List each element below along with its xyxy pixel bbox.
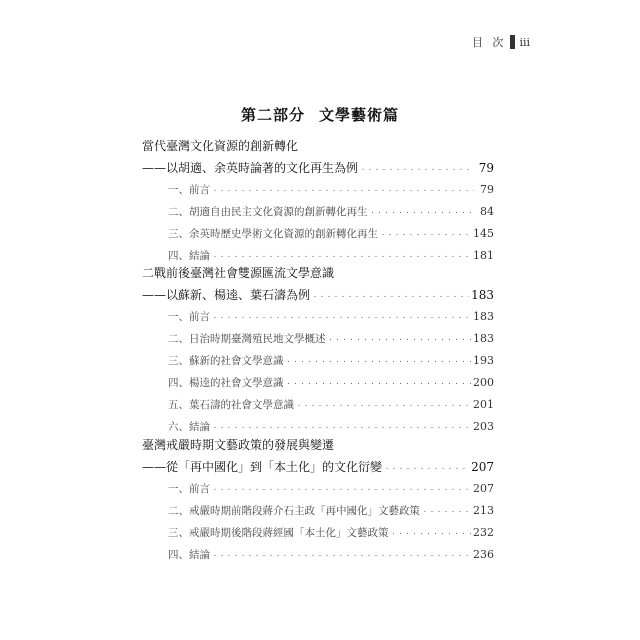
part-title-number: 第二部分: [240, 106, 305, 124]
toc-section: [142, 135, 494, 267]
page-number: 79: [480, 183, 494, 196]
section-title: 當代臺灣文化資源的創新轉化: [142, 139, 299, 153]
entry-text: 六、結論: [168, 421, 210, 433]
entry-text: 四、楊逵的社會文學意識: [168, 377, 284, 389]
toc-entry[interactable]: [142, 179, 494, 201]
entry-text: 一、前言: [168, 184, 210, 196]
entry-text: 三、戒嚴時期後階段蔣經國「本土化」文藝政策: [168, 527, 389, 539]
toc-entry-subtitle[interactable]: [142, 157, 494, 179]
toc-entry[interactable]: [142, 478, 494, 500]
leader-dots: [212, 179, 474, 203]
page-number: 193: [473, 354, 494, 367]
toc-entry[interactable]: [142, 394, 494, 416]
entry-text: 四、結論: [168, 250, 210, 262]
toc-entry[interactable]: [142, 306, 494, 328]
toc-section: [142, 262, 494, 438]
entry-text: 四、結論: [168, 549, 210, 561]
page-number: 207: [473, 482, 494, 495]
entry-text: 三、余英時歷史學術文化資源的創新轉化再生: [168, 228, 378, 240]
page-number: 207: [471, 460, 494, 474]
page-number: 183: [473, 310, 494, 323]
section-title: 臺灣戒嚴時期文藝政策的發展與變遷: [142, 438, 335, 452]
header-divider: [510, 35, 515, 49]
entry-text: 一、前言: [168, 311, 210, 323]
page-number: 84: [480, 205, 494, 218]
toc-entry[interactable]: [142, 201, 494, 223]
page-number: 213: [473, 504, 494, 517]
running-header: [472, 34, 530, 50]
entry-text: 一、前言: [168, 483, 210, 495]
subtitle-text: ——以蘇新、楊逵、葉石濤為例: [142, 288, 311, 302]
toc-entry[interactable]: [142, 328, 494, 350]
toc-section: [142, 434, 494, 566]
page-number: 200: [473, 376, 494, 389]
toc-entry[interactable]: [142, 350, 494, 372]
toc-entry[interactable]: [142, 544, 494, 566]
toc-entry-subtitle[interactable]: [142, 456, 494, 478]
toc-entry[interactable]: [142, 522, 494, 544]
leader-dots: [296, 394, 471, 418]
leader-dots: [328, 328, 472, 352]
page-number: 79: [478, 161, 494, 175]
entry-text: 二、胡適自由民主文化資源的創新轉化再生: [168, 206, 368, 218]
part-title: [0, 104, 640, 125]
entry-text: 二、日治時期臺灣殖民地文學概述: [168, 333, 326, 345]
page-number: 183: [471, 288, 494, 302]
entry-text: 三、蘇新的社會文學意識: [168, 355, 284, 367]
page-number: 181: [473, 249, 494, 262]
header-label: 目 次: [471, 36, 507, 49]
toc-entry[interactable]: [142, 372, 494, 394]
page-number: 236: [473, 548, 494, 561]
page-number: 183: [473, 332, 494, 345]
entry-text: 二、戒嚴時期前階段蔣介石主政「再中國化」文藝政策: [168, 505, 420, 517]
toc-entry-subtitle[interactable]: [142, 284, 494, 306]
leader-dots: [212, 544, 471, 568]
subtitle-text: ——以胡適、余英時論著的文化再生為例: [142, 161, 359, 175]
toc-entry[interactable]: [142, 500, 494, 522]
subtitle-text: ——從「再中國化」到「本土化」的文化衍變: [142, 460, 383, 474]
leader-dots: [370, 201, 475, 225]
leader-dots: [380, 223, 471, 247]
leader-dots: [391, 522, 472, 546]
leader-dots: [286, 372, 472, 396]
page-number: 145: [473, 227, 494, 240]
part-title-name: 文學藝術篇: [319, 106, 400, 124]
leader-dots: [286, 350, 472, 374]
section-title: 二戰前後臺灣社會雙源匯流文學意識: [142, 266, 335, 280]
leader-dots: [422, 500, 471, 524]
header-page-number: iii: [519, 35, 530, 49]
page-number: 203: [473, 420, 494, 433]
page-number: 201: [473, 398, 494, 411]
entry-text: 五、葉石濤的社會文學意識: [168, 399, 294, 411]
leader-dots: [212, 306, 471, 330]
leader-dots: [212, 478, 471, 502]
toc-entry[interactable]: [142, 223, 494, 245]
page-number: 232: [473, 526, 494, 539]
